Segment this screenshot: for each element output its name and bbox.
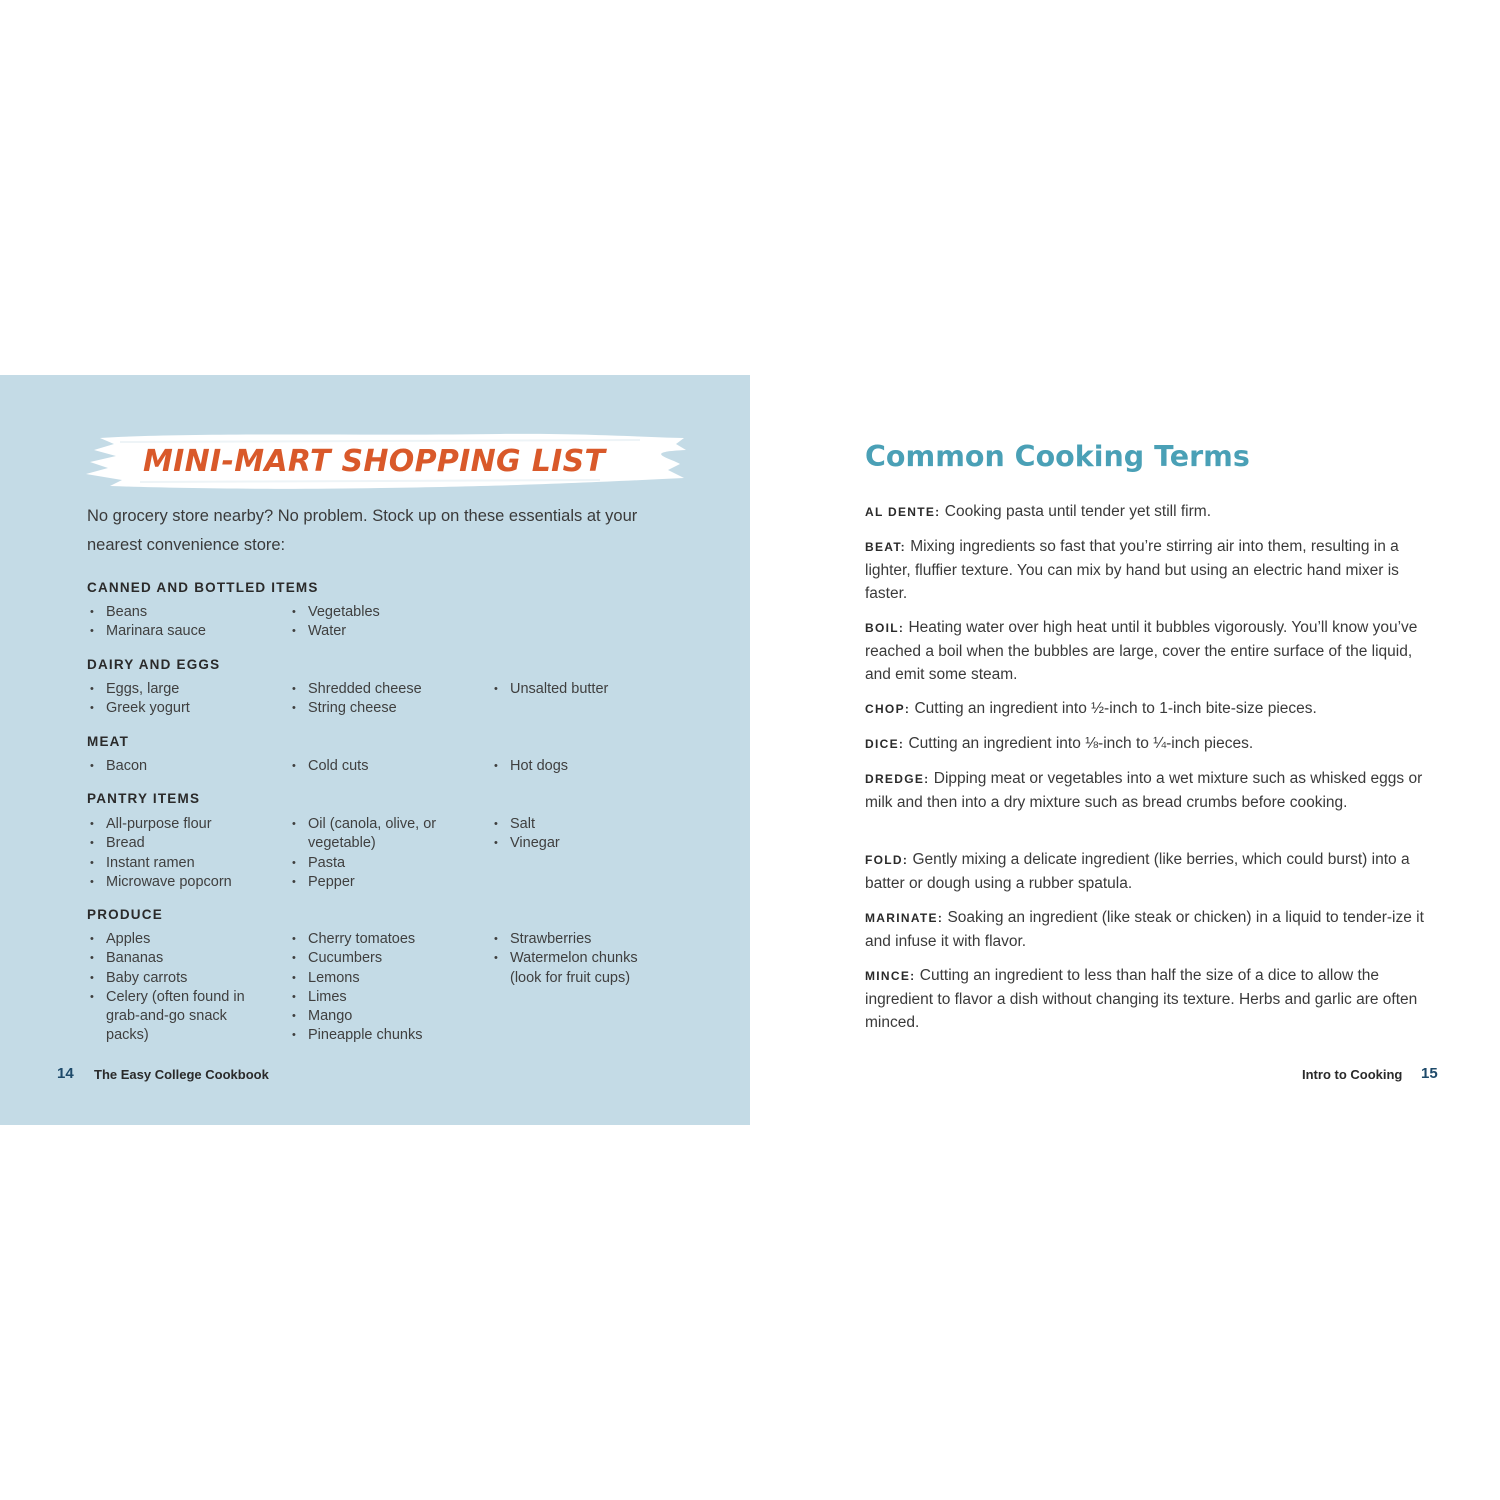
- term-definition: Gently mixing a delicate ingredient (like berries, which could burst) into a batter or dough using a rubber spatula.: [865, 851, 1410, 893]
- list-item: • Bacon: [87, 757, 277, 776]
- list-item: • Eggs, large: [87, 680, 277, 699]
- list-item: • Pasta: [289, 854, 459, 873]
- meat-column-3: [491, 757, 681, 776]
- list-item: • Shredded cheese: [289, 680, 479, 699]
- meat-column-1: [87, 757, 277, 776]
- list-item: • Watermelon chunks (look for fruit cups): [491, 949, 666, 988]
- section-heading-meat: MEAT: [87, 734, 130, 749]
- list-item: • Unsalted butter: [491, 680, 681, 699]
- term-definition: Cutting an ingredient to less than half the size of a dice to allow the ingredient to flavor a dish without changing its texture. Herbs and garlic are often minced.: [865, 967, 1418, 1032]
- term-entry: [865, 964, 1425, 1035]
- term-entry: [865, 848, 1425, 895]
- list-item: • Baby carrots: [87, 969, 247, 988]
- term-definition: Cooking pasta until tender yet still firm.: [944, 503, 1211, 520]
- term-definition: Cutting an ingredient into ⅛-inch to ¼-inch pieces.: [908, 735, 1254, 752]
- list-item: • Limes: [289, 988, 479, 1007]
- term-name: MINCE:: [865, 969, 916, 983]
- list-item: • Water: [289, 622, 479, 641]
- term-entry: [865, 732, 1425, 756]
- term-definition: Cutting an ingredient into ½-inch to 1-inch bite-size pieces.: [914, 700, 1317, 717]
- list-item: • Lemons: [289, 969, 479, 988]
- section-heading-pantry: PANTRY ITEMS: [87, 791, 201, 806]
- shopping-list-intro: No grocery store nearby? No problem. Stock up on these essentials at your nearest convenience store:: [87, 507, 638, 554]
- produce-column-1: [87, 930, 247, 1046]
- dairy-column-3: [491, 680, 681, 699]
- page-number-right: 15: [1421, 1065, 1438, 1082]
- dairy-column-2: [289, 680, 479, 719]
- term-entry: [865, 906, 1425, 953]
- term-name: BOIL:: [865, 621, 905, 635]
- section-heading-produce: PRODUCE: [87, 907, 163, 922]
- pantry-column-1: [87, 815, 277, 892]
- canned-column-1: [87, 603, 277, 642]
- list-item: • Celery (often found in grab-and-go snack packs): [87, 988, 247, 1046]
- pantry-column-3: [491, 815, 681, 854]
- list-item: • Hot dogs: [491, 757, 681, 776]
- term-definition: Dipping meat or vegetables into a wet mixture such as whisked eggs or milk and then into a dry mixture such as bread crumbs before cooking.: [865, 770, 1423, 812]
- shopping-list-title: MINI-MART SHOPPING LIST: [143, 444, 606, 479]
- list-item: • String cheese: [289, 699, 479, 718]
- term-name: DREDGE:: [865, 772, 930, 786]
- term-entry: [865, 616, 1425, 687]
- list-item: • Greek yogurt: [87, 699, 277, 718]
- list-item: • Cherry tomatoes: [289, 930, 479, 949]
- running-title-left: The Easy College Cookbook: [94, 1067, 269, 1082]
- list-item: • Vinegar: [491, 834, 681, 853]
- list-item: • Cold cuts: [289, 757, 479, 776]
- list-item: • Oil (canola, olive, or vegetable): [289, 815, 459, 854]
- list-item: • Bread: [87, 834, 277, 853]
- list-item: • Vegetables: [289, 603, 479, 622]
- term-entry: [865, 697, 1425, 721]
- dairy-column-1: [87, 680, 277, 719]
- cooking-terms-title: Common Cooking Terms: [865, 440, 1250, 473]
- canned-column-2: [289, 603, 479, 642]
- term-entry: [865, 535, 1425, 606]
- section-heading-dairy: DAIRY AND EGGS: [87, 657, 221, 672]
- meat-column-2: [289, 757, 479, 776]
- term-entry: [865, 500, 1425, 524]
- list-item: • Microwave popcorn: [87, 873, 277, 892]
- list-item: • Instant ramen: [87, 854, 277, 873]
- page-number-left: 14: [57, 1065, 74, 1082]
- pantry-column-2: [289, 815, 459, 892]
- term-definition: Soaking an ingredient (like steak or chicken) in a liquid to tender-ize it and infuse it with flavor.: [865, 909, 1424, 951]
- list-item: • Beans: [87, 603, 277, 622]
- list-item: • Cucumbers: [289, 949, 479, 968]
- term-name: CHOP:: [865, 702, 911, 716]
- list-item: • Mango: [289, 1007, 479, 1026]
- term-name: BEAT:: [865, 540, 906, 554]
- list-item: • All-purpose flour: [87, 815, 277, 834]
- term-definition: Mixing ingredients so fast that you’re stirring air into them, resulting in a lighter, fluffier texture. You can mix by hand but using an electric hand mixer is faster.: [865, 538, 1399, 603]
- list-item: • Salt: [491, 815, 681, 834]
- term-name: AL DENTE:: [865, 505, 941, 519]
- list-item: • Bananas: [87, 949, 247, 968]
- list-item: • Marinara sauce: [87, 622, 277, 641]
- running-title-right: Intro to Cooking: [1302, 1067, 1403, 1082]
- term-name: FOLD:: [865, 853, 909, 867]
- list-item: • Pepper: [289, 873, 459, 892]
- term-entry: [865, 767, 1425, 814]
- list-item: • Pineapple chunks: [289, 1026, 479, 1045]
- term-name: MARINATE:: [865, 911, 944, 925]
- list-item: • Apples: [87, 930, 247, 949]
- produce-column-2: [289, 930, 479, 1046]
- section-heading-canned: CANNED AND BOTTLED ITEMS: [87, 580, 319, 595]
- term-name: DICE:: [865, 737, 905, 751]
- produce-column-3: [491, 930, 666, 988]
- term-definition: Heating water over high heat until it bubbles vigorously. You’ll know you’ve reached a boil when the bubbles are large, cover the entire surface of the liquid, and emit some steam.: [865, 619, 1418, 684]
- list-item: • Strawberries: [491, 930, 666, 949]
